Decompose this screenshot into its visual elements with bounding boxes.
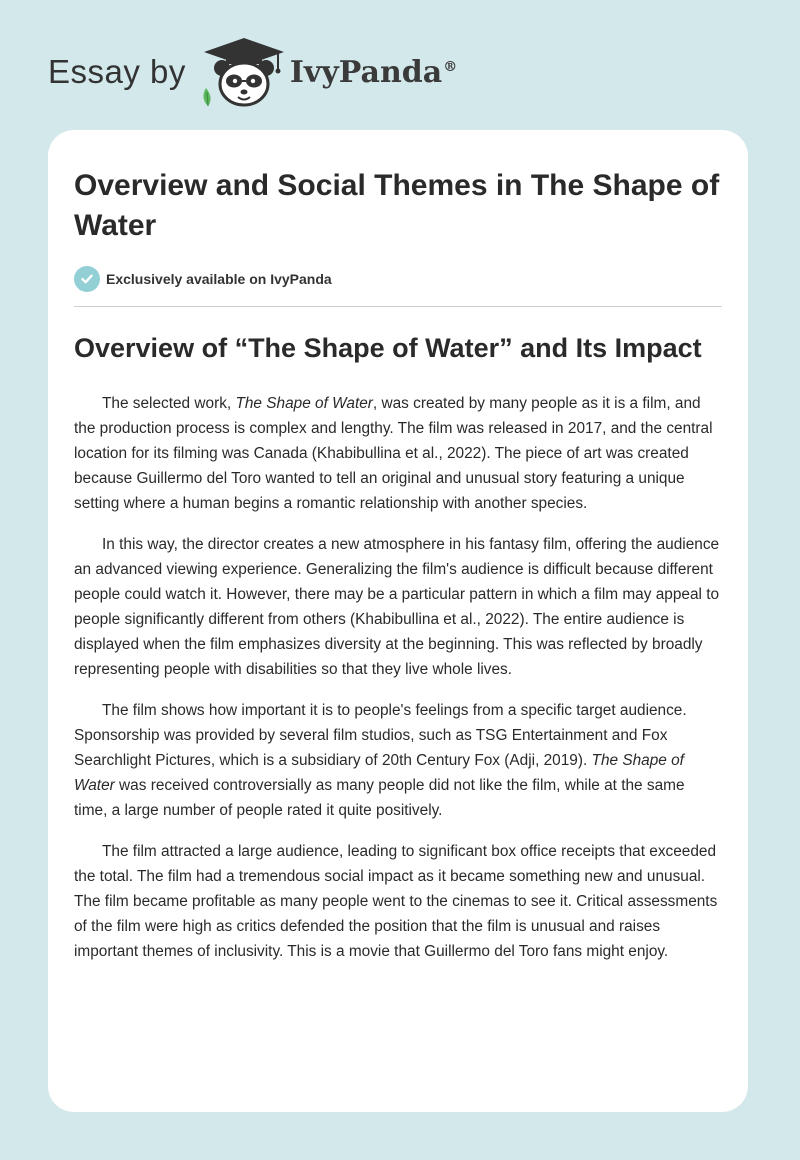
section-heading: Overview of “The Shape of Water” and Its Impact	[74, 333, 702, 363]
brand-name[interactable]	[290, 55, 457, 90]
paragraph-4: The film attracted a large audience, leading to significant box office receipts that exceeded the total. The film had a tremendous social impact as it became something new and unusual. The film became profitable as many people went to the cinemas to see it. Critical assessments of the film were high as critics defended the position that the film is unusual and raises important themes of inclusivity. This is a movie that Guillermo del Toro fans might enjoy.	[74, 843, 718, 960]
paragraph-2: In this way, the director creates a new atmosphere in his fantasy film, offering the audience an advanced viewing experience. Generalizing the film's audience is difficult because different people could watch it. However, there may be a particular pattern in which a film may appeal to people significantly different from others (Khabibullina et al., 2022). The entire audience is displayed when the film emphasizes diversity at the beginning. This was reflected by broadly representing people with disabilities so that they live whole lives.	[74, 536, 720, 678]
exclusive-badge	[74, 266, 722, 292]
panda-logo-icon[interactable]	[200, 36, 288, 108]
paragraph-3	[74, 698, 722, 823]
essay-card	[48, 130, 748, 1112]
essay-by-label: Essay by	[48, 53, 186, 90]
essay-title: Overview and Social Themes in The Shape of Water	[74, 169, 720, 242]
paragraph-1-start: The selected work,	[102, 395, 236, 412]
exclusive-label: Exclusively available on IvyPanda	[106, 271, 332, 287]
brand-text: IvyPanda	[289, 54, 443, 90]
divider	[74, 306, 722, 307]
check-icon	[74, 266, 100, 292]
film-title-italic: The Shape of Water	[235, 395, 373, 412]
paragraph-3-start: The film shows how important it is to people's feelings from a specific target audience. Sponsorship was provided by several film studios, such as TSG Entertainment and Fox Searchlight Pictures, which is a subsidiary of 20th Century Fox (Adji, 2019).	[74, 702, 687, 769]
site-header	[48, 36, 457, 108]
registered-mark: ®	[443, 58, 458, 75]
paragraph-3-end: was received controversially as many people did not like the film, while at the same time, a large number of people rated it quite positively.	[74, 777, 685, 819]
paragraph-1	[74, 391, 722, 516]
paragraph-1-end: , was created by many people as it is a film, and the production process is complex and lengthy. The film was released in 2017, and the central location for its filming was Canada (Khabibullina et al., 2022). The piece of art was created because Guillermo del Toro wanted to tell an original and unusual story featuring a unique setting where a human begins a romantic relationship with another species.	[74, 395, 713, 512]
film-title-italic: The Shape of Water	[74, 752, 684, 794]
